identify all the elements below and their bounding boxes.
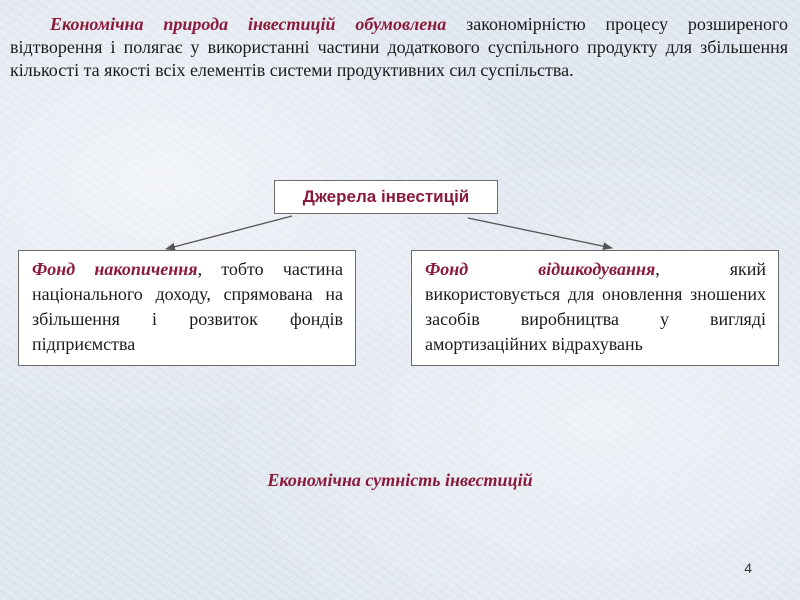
investment-sources-title: Джерела інвестицій	[302, 187, 470, 206]
arrow-to-reimbursement-fund	[468, 218, 612, 248]
intro-lead: Економічна природа інвестицій обумовлена	[50, 14, 447, 34]
arrow-to-accumulation-fund	[166, 216, 292, 249]
slide-caption: Економічна сутність інвестицій	[267, 470, 533, 490]
accumulation-fund-box	[18, 250, 356, 366]
intro-text: закономірністю процесу розширеного відтворення і полягає у використанні частини додаткового суспільного продукту для збільшення кількості та якості всіх елементів системи продуктивних сил суспільства.	[10, 14, 788, 80]
investment-sources-box	[274, 180, 498, 214]
intro-paragraph	[10, 13, 788, 82]
accumulation-fund-term: Фонд накопичення	[32, 259, 198, 279]
reimbursement-fund-box	[411, 250, 779, 366]
reimbursement-fund-description: , який використовується для оновлення зношених засобів виробництва у вигляді амортизаційних відрахувань	[425, 259, 766, 354]
page-number: 4	[744, 560, 752, 576]
accumulation-fund-description: , тобто частина національного доходу, спрямована на збільшення і розвиток фондів підприємства	[32, 259, 343, 354]
reimbursement-fund-term: Фонд відшкодування	[425, 259, 656, 279]
